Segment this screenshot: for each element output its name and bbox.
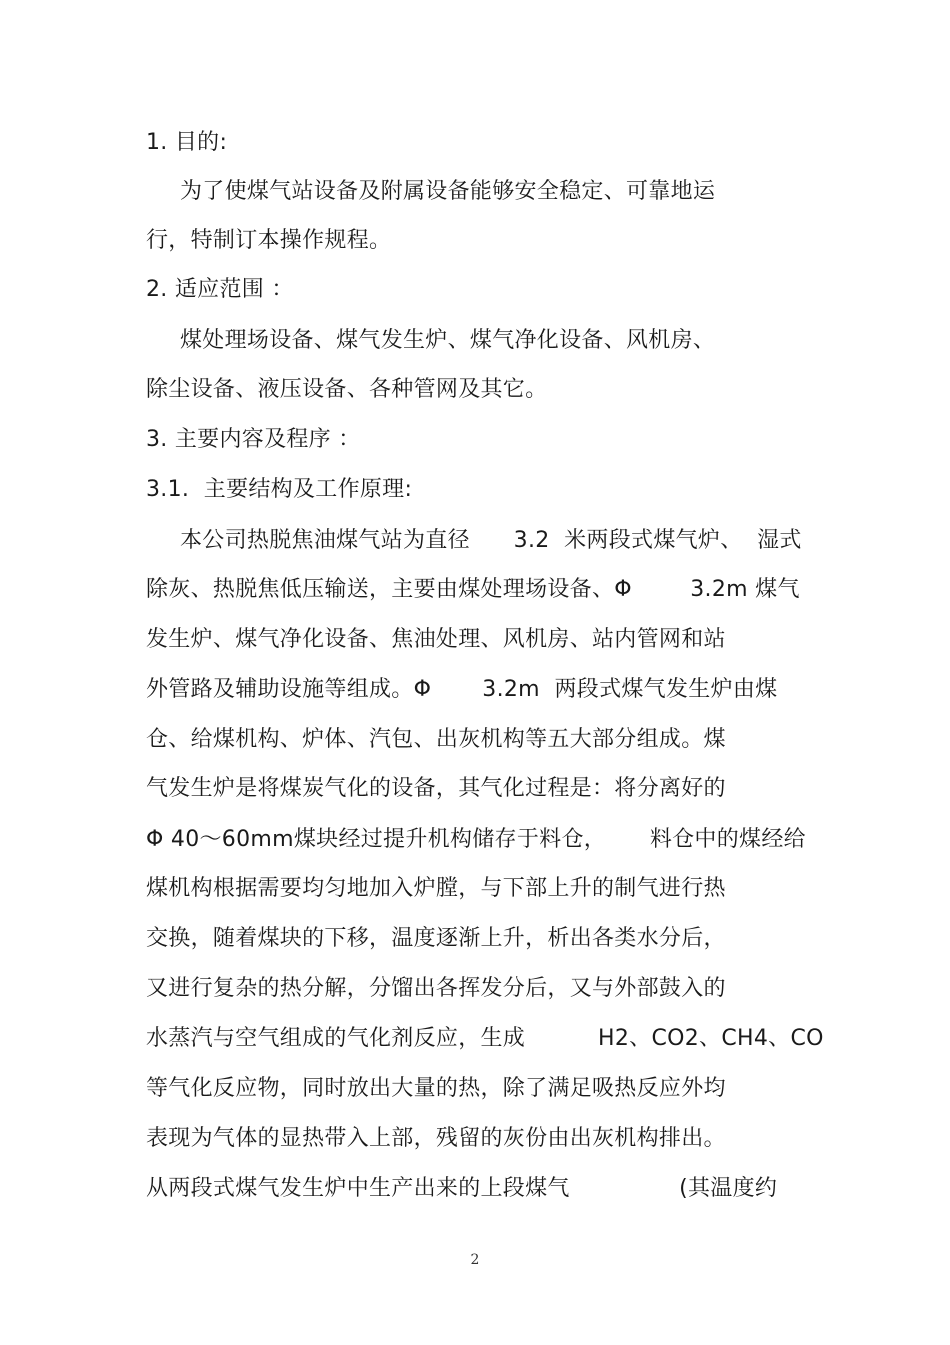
heading-structure: 3.1. 主要结构及工作原理:: [146, 477, 413, 502]
heading-content: 3. 主要内容及程序 ：: [146, 427, 361, 452]
paragraph-line: 仓、给煤机构、炉体、汽包、出灰机构等五大部分组成。煤: [146, 727, 726, 752]
paragraph-line: 除灰、热脱焦低压输送，主要由煤处理场设备、Φ 3.2m 煤气: [146, 577, 800, 602]
page-number: 2: [470, 1252, 480, 1268]
paragraph-line: 外管路及辅助设施等组成。Φ 3.2m 两段式煤气发生炉由煤: [146, 677, 778, 702]
paragraph-line: 表现为气体的显热带入上部，残留的灰份由出灰机构排出。: [146, 1126, 726, 1151]
paragraph-line: 为了使煤气站设备及附属设备能够安全稳定、可靠地运: [180, 179, 716, 204]
paragraph-line: 等气化反应物，同时放出大量的热，除了满足吸热反应外均: [146, 1076, 726, 1101]
paragraph-line: 又进行复杂的热分解，分馏出各挥发分后，又与外部鼓入的: [146, 976, 726, 1001]
paragraph-line: 从两段式煤气发生炉中生产出来的上段煤气 (其温度约: [146, 1176, 778, 1201]
heading-scope: 2. 适应范围 ：: [146, 277, 294, 302]
paragraph-line: 发生炉、煤气净化设备、焦油处理、风机房、站内管网和站: [146, 627, 726, 652]
paragraph-line: 交换，随着煤块的下移，温度逐渐上升，析出各类水分后，: [146, 926, 726, 951]
paragraph-line: 水蒸汽与空气组成的气化剂反应，生成 H2、CO2、CH4、CO: [146, 1026, 824, 1051]
heading-purpose: 1. 目的:: [146, 130, 228, 155]
paragraph-line: 本公司热脱焦油煤气站为直径 3.2 米两段式煤气炉、 湿式: [180, 528, 802, 553]
paragraph-line: 煤机构根据需要均匀地加入炉膛，与下部上升的制气进行热: [146, 876, 726, 901]
paragraph-line: 气发生炉是将煤炭气化的设备，其气化过程是：将分离好的: [146, 776, 726, 801]
paragraph-line: 除尘设备、液压设备、各种管网及其它。: [146, 377, 548, 402]
paragraph-line: 煤处理场设备、煤气发生炉、煤气净化设备、风机房、: [180, 328, 716, 353]
paragraph-line: Φ 40～60mm煤块经过提升机构储存于料仓， 料仓中的煤经给: [146, 827, 806, 852]
paragraph-line: 行，特制订本操作规程。: [146, 228, 392, 253]
